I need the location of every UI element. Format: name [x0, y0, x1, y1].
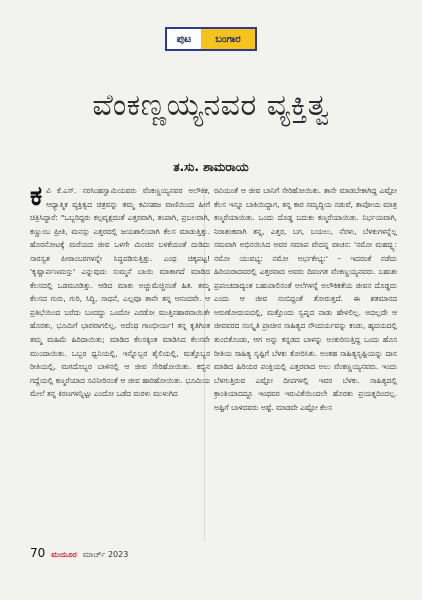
body-column-left	[30, 184, 210, 544]
magazine-name: ಮಯೂರ	[51, 550, 77, 559]
page-number: 70	[30, 546, 46, 560]
issue-date: ಮಾರ್ಚ್ 2023	[82, 550, 129, 559]
section-badge-label-1: ಪುಟ	[176, 33, 192, 45]
body-paragraph-left	[30, 184, 210, 401]
body-text-left: ವಿ ಕೆ.ಎಸ್. ನರಸಿಂಹಸ್ವಾಮಿಯವರು ವೆಂಕಣ್ಣಯ್ಯನವರ ಅಲೌಕಿಕ, ಆಧ್ಯಾತ್ಮಿಕ ವ್ಯಕ್ತಿತ್ವದ ಚಿತ್ರವನ್ನು ತಮ್ಮ ಕವಿಸಹಜ ವಾಣಿಯಿಂದ ಹೀಗೆ ಚಿತ್ರಿಸಿದ್ದಾರೆ: "ಒಬ್ಬರಿದ್ದರು ಕಲ್ಪವೃಕ್ಷದಂತೆ ಎತ್ತರವಾಗಿ, ತಂಪಾಗಿ, ಪ್ರಬಲವಾಗಿ, ಕಣ್ಣುಂಬ ಪ್ರೀತಿ, ಮನಸ್ಸು ಎತ್ತರದಲ್ಲಿ ಜಯಶಾಲಿಯಾಗಿ ಕೆಲಸ ಮಾಡುತ್ತಿತ್ತು. ಹೊರನೋಟಕ್ಕೆ ಮರೆಯದ ಜೀವ ಒಳಗೇ ಮಿಂಚಿನ ಬಳಕೆಯಂತೆ ದುಡಿದು ಸಾರಸ್ವತ ಪೀಠಾಂಬರಗಳನ್ನೇ ಸಿದ್ಧಪಡಿಸುತ್ತಿತ್ತು. ಎಂಥ ಚಿಕ್ಕಪಟ್ಟ! 'ಕೃಷ್ಣಾರ್ಪಣಮಸ್ತು' ಎನ್ನುವುದು ಸುಮ್ಮನೆ ಬಾಯಿ ಮಾತಾಗದೆ ಮಾಡಿದ ಕೆಲಸದಲ್ಲಿ ಒಡಮೂಡಿತ್ತು. ಆಡಿದ ಮಾತು ಅಚ್ಚುಮೆಚ್ಚಿನಂತೆ ಹಿತ. ತಮ್ಮ ಕೆಲಸದ ಗುರು, ಗುರಿ, ಸಿದ್ಧಿ, ಸಾಧನೆ, ಎಲ್ಲವೂ ತಾನೇ ತನ್ನ ಆನಂದವೇ. ಆ ಪ್ರತಿಭೆಯಿಂದ ಬರೆದು ಬಂದದ್ದು ಒಂದೋ ಎರಡೋ ಮುತ್ತಿನಹಾರವಾಯಿತೇ ಹೊರತು, ಭೂಮಿಗೆ ಭಾರವಾಗಲಿಲ್ಲ. ಅದೆಂಥ ಗಾಂಭೀರ್ಯ! ತನ್ನ ಕೃತಿಗಿಂತ ತಮ್ಮ ಮಹಿಮೆ ಹಿರಿದಾಯಿತು; ಮಾಡಿದ ಕೆಲಸಕ್ಕಿಂತ ಮಾಡಿಸಿದ ಕೆಲಸವೇ ಮುಂದಾಯಿತು. ಒಬ್ಬರ ಧ್ವನಿಯಲ್ಲಿ, ಇನ್ನೊಬ್ಬರ ಶೈಲಿಯಲ್ಲಿ, ಮತ್ತೊಬ್ಬರ ರೀತಿಯಲ್ಲಿ, ಮಗದೊಬ್ಬರ ಬಾಳಿನಲ್ಲಿ ಆ ಜೀವ ಸೇರಿಹೋಯಿತು. ಕಬ್ಬಿನ ಗದ್ದೆಯಲ್ಲಿ ಕಣ್ಮರೆಯಾದ ಸವಿನೀರಿನಂತೆ ಆ ಜೀವ ಹಾರಿಹೋಯಿತು. ಭೂಮಿಯ ಮೇಲೆ ತನ್ನ ಕಿರಣಗಳನ್ನಿಟ್ಟು ಎಂದೋ ಒಡೆದ ಮರಳು ಮುಳುಗಿದ	[30, 186, 210, 399]
page-footer	[30, 546, 128, 560]
body-column-right	[214, 184, 397, 544]
author-name: ತ.ಸು. ಶಾಮರಾಯ	[173, 160, 249, 174]
section-badge	[165, 27, 257, 51]
section-badge-label-2: ಬಂಗಾರ	[201, 29, 255, 49]
body-text-right: ರವಿಯಂತೆ ಆ ಜೀವ ಬಾನಿಗೆ ಸೇರಿಹೋಯಿತು. ತಾನೇ ಮಾಡಬೇಕಾಗಿದ್ದ ಎಷ್ಟೋ ಕೆಲಸ ಇನ್ನೂ ಬಾಕಿಯಿದ್ದಾಗ, ತನ್ನ ಕಾರ ಸಮೃದ್ಧಿಯ ನಡುವೆ, ತಾಪೋಯ ಮಾತ್ರ ಕಣ್ಮರೆಯಾಯಿತು. ಒಂದು ದೊಡ್ಡ ಬದುಕು ಕಣ್ಮರೆಯಾಯಿತು. ನಿರ್ಭಯವಾಗಿ, ನಿರಾತಂಕವಾಗಿ ತನ್ನ, ಎತ್ತರ, ಬಗ, ಬಯಲು, ನೆರಳು, ಬೆಳಕುಗಳನ್ನೆಲ್ಲ ಸಮವಾಗಿ ಅಭಿನಯಿಸಿದ ಅವರ ಸಮಾಪ ವೇದನ್ನ ವಾಚನ: 'ನಮೋ ಮಹದ್ಭ್ಯ: ನಮೋ ಯುವಭ್ಯ: ನಮೋ ಅರ್ಭಕೇಭ್ಯ:' – ಇದರಂತೆ ನಡೆದು ಹಿರಿಯರಾದವರಲ್ಲಿ ಎತ್ತರವಾದ ಅವರು ದಿವಂಗತ ವೆಂಕಣ್ಣಯ್ಯನವರು. ಬಹುಶಃ ಪ್ರಪಂಚದಾದ್ಯಂತ ಬಹುಪಾಲಿನಂತೆ ಅಲೆಗಳನ್ನೆ ಅಲೌಕಿಕತೆಯ ಜೀವನ ದೊಡ್ಡದು ಎಂದು ಆ ಜೀವ ನಂಬಿದ್ದಂತೆ ತೋರುತ್ತದೆ. ಈ ಶತಮಾನದ ಅರುಣೋದಯದಲ್ಲಿ, ಮತ್ತೊಂದು ಸ್ವಪ್ನದ ನಾಡು ಹೇಳಲಿಲ್ಲ. ಅದಲ್ಲದೇ ಆ ಜೀವವರದ ಸಂಸ್ಕೃತಿ ಪ್ರಾಚೀನ ಸಾಹಿತ್ಯದ ಸೌಂದರ್ಯವನ್ನು ಕಂಡು, ಹೃದಯದಲ್ಲಿ ತುಂಬಿಕೊಂಡು, ಆಗ ಅನ್ನು ಕನ್ನಡದ ಬಾಳನ್ನು ಅಂಕುರಿಸುತ್ತಿದ್ದ ಒಂದು ಹೊಸ ರೀತಿಯ ಸಾಹಿತ್ಯ ಸೃಷ್ಟಿಗೆ ಬೆಳಕು ತೋರಿಸಿತು. ಅಂತಹ ಸಾಹಿತ್ಯಸೃಷ್ಟಿಯನ್ನು ದಾನ ಮಾಡಿದ ಹಿರಿಯರ ಪಂಕ್ತಿಯಲ್ಲಿ ಎತ್ತರವಾದ ಅಲು ವೆಂಕಣ್ಣಯ್ಯನವರು. ಇಂದು ಬೆಳಗುತ್ತಿರುವ ಎಷ್ಟೋ ದೀಪಗಳಲ್ಲಿ ಇವರ ಬೆಳಕು. ಸಾಹಿತ್ಯದಲ್ಲಿ ಕ್ರಾಂತಿಯಾದದ್ದೂ ಇಂಥವರ ಇರುವಿಕೆಯಿಂದಲೇ ಹೊರತು ಪ್ರಯತ್ನದಿಂದಲ್ಲ. ಅಷ್ಟಿಗೆ ಬಾಳಿದವರು ಅಷ್ಟೆ. ಮಾಡದೇ ಎಷ್ಟೋ ಕೆಲಸ	[214, 186, 397, 412]
drop-cap: ಕ	[30, 184, 43, 212]
article-title: ವೆಂಕಣ್ಣಯ್ಯನವರ ವ್ಯಕ್ತಿತ್ವ	[92, 88, 330, 123]
